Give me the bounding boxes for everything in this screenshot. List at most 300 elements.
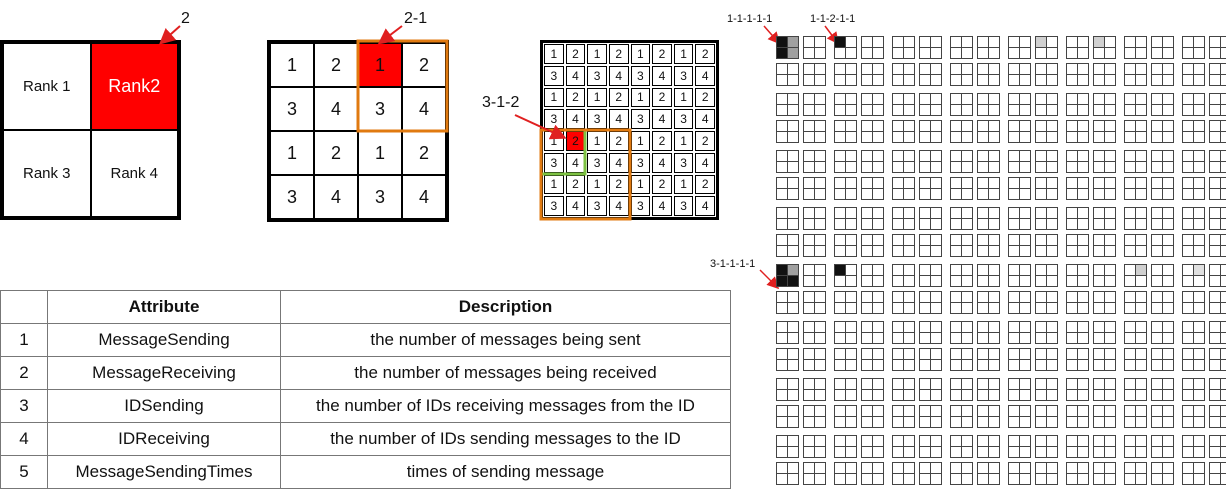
nested-grid-cell (1036, 276, 1047, 287)
nested-grid-cell (1125, 105, 1136, 116)
nested-grid-cell (931, 474, 942, 485)
nested-grid-cell (893, 292, 904, 303)
nested-grid-cell (1105, 303, 1116, 314)
nested-grid-cell (777, 447, 788, 458)
nested-grid-cell (1163, 132, 1174, 143)
nested-grid-cell (1210, 333, 1221, 344)
nested-grid-cell (978, 360, 989, 371)
nested-grid-cell (1194, 246, 1205, 257)
nested-grid-cell (1125, 436, 1136, 447)
nested-grid-cell (904, 322, 915, 333)
nested-grid-cell (788, 189, 799, 200)
nested-grid-cell (978, 64, 989, 75)
callout-3-1-1-1-1: 3-1-1-1-1 (710, 258, 756, 270)
nested-grid-cell (1009, 178, 1020, 189)
nested-grid-cell (835, 379, 846, 390)
nested-grid-cell (1067, 246, 1078, 257)
nested-grid-cell (1210, 208, 1221, 219)
grid8-cell: 1 (544, 131, 564, 151)
nested-grid-cell (951, 474, 962, 485)
nested-grid-cell (1163, 303, 1174, 314)
nested-grid-cell (1094, 417, 1105, 428)
nested-grid-cell (1047, 333, 1058, 344)
nested-grid-cell (978, 436, 989, 447)
nested-grid-cell (862, 360, 873, 371)
nested-grid-cell (835, 303, 846, 314)
grid8-cell: 2 (652, 131, 672, 151)
nested-grid-cell (1221, 151, 1227, 162)
rank-cell: Rank 4 (91, 130, 179, 217)
nested-grid-cell (893, 48, 904, 59)
nested-grid-cell (1210, 94, 1221, 105)
nested-grid-cell (1210, 162, 1221, 173)
nested-grid-cell (1094, 360, 1105, 371)
nested-grid-cell (1036, 64, 1047, 75)
nested-grid-cell (962, 48, 973, 59)
nested-grid-cell (893, 162, 904, 173)
nested-grid-cell (1105, 94, 1116, 105)
nested-grid-cell (873, 474, 884, 485)
nested-grid-cell (777, 75, 788, 86)
nested-grid-cell (777, 48, 788, 59)
nested-grid-cell (862, 37, 873, 48)
nested-grid-cell (1036, 303, 1047, 314)
nested-grid-cell (1136, 379, 1147, 390)
nested-grid-cell (904, 463, 915, 474)
nested-grid-cell (846, 333, 857, 344)
nested-grid-cell (989, 121, 1000, 132)
nested-grid-cell (893, 105, 904, 116)
nested-grid-cell (1152, 48, 1163, 59)
nested-grid-cell (835, 349, 846, 360)
nested-grid-cell (978, 189, 989, 200)
nested-grid-cell (1094, 447, 1105, 458)
grid8-cell: 3 (631, 109, 651, 129)
grid4-cell: 1 (270, 131, 314, 175)
nested-grid-cell (804, 121, 815, 132)
nested-grid-cell (893, 235, 904, 246)
nested-grid-cell (788, 333, 799, 344)
grid8-cell: 2 (652, 175, 672, 195)
nested-grid-cell (804, 48, 815, 59)
grid8-cell: 4 (652, 153, 672, 173)
nested-grid-cell (1020, 162, 1031, 173)
nested-grid-cell (1078, 303, 1089, 314)
nested-grid-cell (1183, 162, 1194, 173)
nested-grid-cell (862, 447, 873, 458)
grid8-cell: 4 (566, 196, 586, 216)
nested-grid-cell (788, 292, 799, 303)
nested-grid-cell (904, 94, 915, 105)
nested-grid-cell (962, 94, 973, 105)
nested-grid-cell (835, 447, 846, 458)
nested-grid-cell (1125, 235, 1136, 246)
row-index: 1 (1, 324, 48, 357)
nested-grid-cell (862, 292, 873, 303)
nested-grid-cell (788, 75, 799, 86)
nested-grid-cell (1036, 447, 1047, 458)
nested-grid-cell (788, 151, 799, 162)
nested-grid-cell (862, 64, 873, 75)
nested-grid-cell (962, 246, 973, 257)
nested-grid-cell (815, 265, 826, 276)
nested-grid-cell (1125, 162, 1136, 173)
nested-grid-cell (1194, 292, 1205, 303)
nested-grid-cell (1210, 121, 1221, 132)
nested-grid-cell (1194, 178, 1205, 189)
nested-grid-cell (978, 417, 989, 428)
nested-grid-cell (804, 474, 815, 485)
grid8-cell: 3 (674, 196, 694, 216)
nested-grid-cell (1067, 436, 1078, 447)
nested-grid-cell (978, 178, 989, 189)
nested-grid-cell (904, 390, 915, 401)
nested-grid-cell (1078, 322, 1089, 333)
nested-grid-cell (804, 162, 815, 173)
nested-grid-cell (804, 303, 815, 314)
nested-grid-cell (815, 292, 826, 303)
grid8-cell: 2 (566, 88, 586, 108)
nested-grid-cell (1067, 208, 1078, 219)
nested-grid-cell (1163, 265, 1174, 276)
nested-grid-cell (873, 48, 884, 59)
nested-grid-cell (777, 208, 788, 219)
nested-grid-cell (1221, 333, 1227, 344)
nested-grid-cell (804, 360, 815, 371)
nested-grid-cell (1067, 406, 1078, 417)
nested-grid-cell (931, 235, 942, 246)
nested-grid-cell (873, 360, 884, 371)
nested-grid-cell (835, 235, 846, 246)
nested-grid-cell (1163, 208, 1174, 219)
nested-grid-cell (989, 75, 1000, 86)
nested-grid-cell (1163, 48, 1174, 59)
nested-grid-cell (788, 208, 799, 219)
nested-grid-cell (835, 178, 846, 189)
nested-grid-cell (1094, 246, 1105, 257)
nested-grid-cell (873, 417, 884, 428)
nested-grid-cell (1183, 463, 1194, 474)
nested-grid-cell (1194, 303, 1205, 314)
nested-grid-cell (1020, 94, 1031, 105)
grid8-cell: 3 (587, 109, 607, 129)
nested-grid-cell (815, 379, 826, 390)
nested-grid-cell (777, 436, 788, 447)
nested-grid-cell (1009, 189, 1020, 200)
nested-grid-cell (1067, 349, 1078, 360)
nested-grid-cell (1183, 219, 1194, 230)
nested-grid-cell (1094, 406, 1105, 417)
nested-grid-cell (777, 189, 788, 200)
nested-grid-cell (777, 105, 788, 116)
nested-grid-cell (978, 406, 989, 417)
nested-grid-cell (1152, 178, 1163, 189)
nested-grid-cell (788, 303, 799, 314)
nested-grid-cell (1221, 406, 1227, 417)
nested-grid-cell (951, 37, 962, 48)
nested-grid-cell (804, 322, 815, 333)
nested-grid-cell (1194, 463, 1205, 474)
grid8-cell: 4 (609, 196, 629, 216)
nested-grid-cell (1194, 208, 1205, 219)
nested-grid-cell (835, 48, 846, 59)
nested-grid-cell (1020, 360, 1031, 371)
nested-grid-cell (989, 235, 1000, 246)
nested-grid-cell (1210, 189, 1221, 200)
nested-grid-cell (777, 219, 788, 230)
nested-grid-cell (1221, 265, 1227, 276)
nested-grid-cell (1163, 417, 1174, 428)
nested-grid-cell (846, 379, 857, 390)
grid8-cell: 2 (609, 88, 629, 108)
nested-grid-cell (962, 333, 973, 344)
nested-grid-cell (815, 64, 826, 75)
nested-grid-cell (920, 406, 931, 417)
table-header-index (1, 291, 48, 324)
nested-grid-cell (862, 276, 873, 287)
nested-grid-cell (1136, 390, 1147, 401)
nested-grid-cell (1036, 219, 1047, 230)
nested-grid-cell (893, 417, 904, 428)
nested-grid-cell (1078, 178, 1089, 189)
nested-grid-cell (1125, 463, 1136, 474)
nested-grid-cell (777, 265, 788, 276)
nested-grid-cell (862, 417, 873, 428)
nested-grid-cell (931, 246, 942, 257)
nested-grid-cell (951, 265, 962, 276)
nested-grid-cell (1094, 105, 1105, 116)
nested-grid-cell (1078, 219, 1089, 230)
nested-grid-cell (951, 121, 962, 132)
nested-grid-cell (1009, 322, 1020, 333)
nested-grid-cell (1078, 246, 1089, 257)
nested-grid-cell (1020, 322, 1031, 333)
grid8-cell: 3 (674, 153, 694, 173)
nested-grid-cell (904, 219, 915, 230)
nested-grid-cell (1036, 75, 1047, 86)
nested-grid-cell (835, 417, 846, 428)
nested-grid-cell (1067, 105, 1078, 116)
nested-grid-cell (1047, 265, 1058, 276)
row-attribute: MessageSendingTimes (48, 456, 281, 489)
nested-grid-cell (777, 463, 788, 474)
nested-grid-cell (1020, 151, 1031, 162)
nested-grid-cell (873, 178, 884, 189)
grid8-cell: 1 (674, 88, 694, 108)
nested-grid-cell (1183, 75, 1194, 86)
nested-grid-cell (1105, 406, 1116, 417)
nested-grid-cell (1152, 75, 1163, 86)
nested-grid-cell (1105, 447, 1116, 458)
nested-grid-cell (1152, 333, 1163, 344)
nested-grid-cell (904, 75, 915, 86)
nested-grid-cell (1163, 235, 1174, 246)
nested-grid-cell (873, 303, 884, 314)
nested-grid-cell (1036, 178, 1047, 189)
nested-grid-cell (788, 417, 799, 428)
nested-grid-cell (788, 94, 799, 105)
grid8-cell: 1 (587, 175, 607, 195)
nested-grid-cell (989, 333, 1000, 344)
grid8-cell: 4 (695, 196, 715, 216)
nested-grid-cell (862, 94, 873, 105)
nested-grid-cell (1105, 178, 1116, 189)
grid4-cell: 2 (402, 131, 446, 175)
nested-grid-cell (1125, 94, 1136, 105)
nested-grid-cell (1009, 436, 1020, 447)
nested-grid-cell (1009, 219, 1020, 230)
nested-grid-cell (1210, 276, 1221, 287)
nested-grid-cell (1163, 360, 1174, 371)
nested-grid-cell (1194, 151, 1205, 162)
nested-grid-cell (1105, 105, 1116, 116)
nested-grid-cell (1210, 474, 1221, 485)
nested-grid-cell (1078, 75, 1089, 86)
nested-grid-cell (931, 379, 942, 390)
nested-grid-cell (1125, 474, 1136, 485)
nested-grid-cell (1210, 151, 1221, 162)
nested-grid-cell (1152, 349, 1163, 360)
nested-grid-cell (1047, 322, 1058, 333)
nested-grid-cell (1020, 178, 1031, 189)
nested-grid-cell (1183, 417, 1194, 428)
nested-grid-cell (989, 322, 1000, 333)
row-index: 2 (1, 357, 48, 390)
nested-grid-cell (1067, 447, 1078, 458)
nested-grid-cell (1183, 349, 1194, 360)
nested-grid-cell (1152, 303, 1163, 314)
nested-grid-cell (1210, 64, 1221, 75)
nested-grid-cell (862, 390, 873, 401)
nested-grid-cell (1036, 105, 1047, 116)
nested-grid-cell (1078, 208, 1089, 219)
table-header-attribute: Attribute (48, 291, 281, 324)
nested-grid-cell (1067, 75, 1078, 86)
nested-grid-cell (951, 322, 962, 333)
nested-grid-cell (777, 64, 788, 75)
nested-grid-cell (989, 189, 1000, 200)
nested-grid-cell (978, 265, 989, 276)
nested-grid-cell (1194, 265, 1205, 276)
nested-grid-cell (893, 390, 904, 401)
nested-grid-cell (1152, 219, 1163, 230)
nested-grid-cell (1078, 94, 1089, 105)
nested-grid-cell (873, 265, 884, 276)
nested-grid-cell (1221, 64, 1227, 75)
nested-grid-cell (893, 303, 904, 314)
nested-grid-cell (1221, 208, 1227, 219)
nested-grid-cell (788, 474, 799, 485)
nested-grid-cell (788, 178, 799, 189)
grid4-cell: 4 (314, 175, 358, 219)
nested-grid-cell (788, 64, 799, 75)
nested-grid-cell (962, 219, 973, 230)
nested-grid-cell (962, 162, 973, 173)
callout-1-1-1-1-1: 1-1-1-1-1 (727, 13, 773, 25)
grid8-cell: 1 (674, 175, 694, 195)
nested-grid-cell (920, 360, 931, 371)
nested-grid-cell (1067, 474, 1078, 485)
nested-grid-cell (1183, 292, 1194, 303)
nested-grid-cell (777, 333, 788, 344)
nested-grid-cell (1009, 390, 1020, 401)
nested-grid-cell (1210, 349, 1221, 360)
nested-grid-cell (1020, 265, 1031, 276)
nested-grid-cell (804, 178, 815, 189)
nested-grid-cell (978, 276, 989, 287)
nested-grid-cell (920, 463, 931, 474)
nested-grid-cell (989, 417, 1000, 428)
nested-grid-cell (989, 178, 1000, 189)
nested-grid-cell (788, 37, 799, 48)
nested-grid-cell (893, 37, 904, 48)
grid8-cell: 2 (609, 44, 629, 64)
nested-grid-cell (893, 189, 904, 200)
nested-grid-cell (788, 246, 799, 257)
grid8-cell: 2 (652, 44, 672, 64)
nested-grid-cell (1047, 208, 1058, 219)
grid8-cell: 1 (631, 44, 651, 64)
nested-grid-cell (931, 48, 942, 59)
nested-grid-cell (873, 463, 884, 474)
nested-grid-cell (1194, 360, 1205, 371)
nested-grid-cell (978, 333, 989, 344)
nested-grid-cell (1009, 379, 1020, 390)
nested-grid-cell (1136, 303, 1147, 314)
nested-grid-cell (1094, 208, 1105, 219)
nested-grid-cell (1036, 333, 1047, 344)
nested-grid-cell (777, 417, 788, 428)
nested-grid-cell (1036, 322, 1047, 333)
grid8-cell: 2 (695, 44, 715, 64)
nested-grid-cell (1163, 463, 1174, 474)
nested-grid-cell (951, 94, 962, 105)
nested-grid-cell (1105, 151, 1116, 162)
nested-grid-cell (978, 219, 989, 230)
nested-grid-cell (815, 178, 826, 189)
nested-grid-cell (904, 48, 915, 59)
nested-grid-cell (1152, 246, 1163, 257)
nested-grid-cell (1210, 379, 1221, 390)
nested-grid-cell (777, 474, 788, 485)
nested-grid-cell (1078, 105, 1089, 116)
nested-grid-cell (1221, 189, 1227, 200)
nested-grid-cell (931, 208, 942, 219)
nested-grid-cell (904, 447, 915, 458)
nested-grid-cell (1094, 265, 1105, 276)
nested-grid-cell (873, 219, 884, 230)
nested-grid-cell (1194, 333, 1205, 344)
nested-grid-cell (1152, 474, 1163, 485)
nested-grid-cell (815, 48, 826, 59)
nested-grid-cell (1194, 94, 1205, 105)
nested-grid-cell (893, 276, 904, 287)
nested-grid-cell (846, 64, 857, 75)
nested-grid-cell (846, 208, 857, 219)
nested-grid-cell (931, 303, 942, 314)
nested-grid-cell (1067, 303, 1078, 314)
nested-grid-cell (835, 121, 846, 132)
nested-grid-cell (1036, 265, 1047, 276)
nested-grid-cell (873, 436, 884, 447)
nested-grid-cell (1047, 436, 1058, 447)
nested-grid-cell (815, 105, 826, 116)
nested-grid-cell (1163, 406, 1174, 417)
nested-grid-cell (1094, 48, 1105, 59)
nested-grid-cell (1163, 349, 1174, 360)
nested-grid-cell (846, 235, 857, 246)
nested-grid-cell (788, 105, 799, 116)
